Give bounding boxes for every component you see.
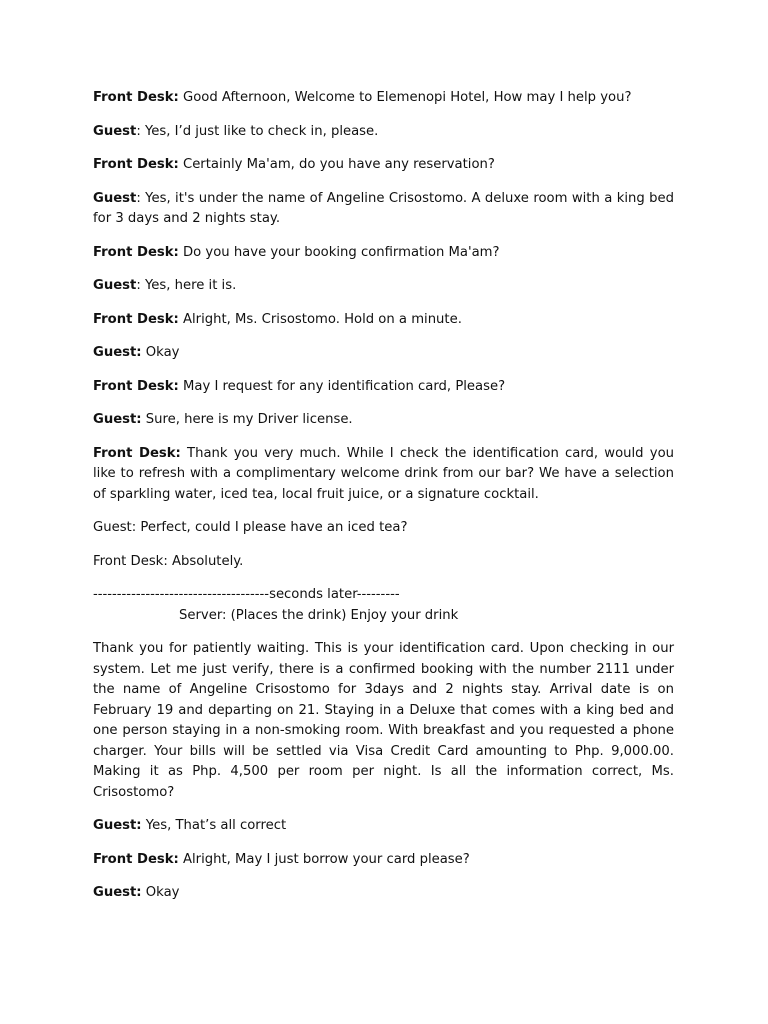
speaker-label: Front Desk: xyxy=(93,311,179,327)
dialogue-line xyxy=(93,410,674,431)
dialogue-text: : Yes, I’d just like to check in, please. xyxy=(136,123,379,139)
plain-dialogue-line: Guest: Perfect, could I please have an iced tea? xyxy=(93,520,408,535)
speaker-label: Front Desk: xyxy=(93,244,179,260)
speaker-label: Guest: xyxy=(93,345,142,360)
dialogue-line xyxy=(93,444,674,506)
dialogue-line xyxy=(93,122,674,143)
dialogue-text: Sure, here is my Driver license. xyxy=(141,412,353,427)
speaker-label: Guest xyxy=(93,278,137,293)
dialogue-text: : Yes, here it is. xyxy=(136,278,237,293)
dialogue-line xyxy=(93,243,674,264)
dialogue-line xyxy=(93,88,674,109)
server-line: Server: (Places the drink) Enjoy your drink xyxy=(179,607,459,623)
dialogue-text: Do you have your booking confirmation Ma'am? xyxy=(178,244,500,260)
speaker-label: Front Desk: xyxy=(93,445,181,461)
speaker-label: Guest: xyxy=(93,885,142,900)
dialogue-line xyxy=(93,377,674,398)
dialogue-text: Alright, May I just borrow your card please? xyxy=(178,851,470,867)
dialogue-text: Thank you very much. While I check the identification card, would you like to refresh with a complimentary welcome drink from our bar? We have a selection of sparkling water, iced tea, local fruit juice, or a signature cocktail. xyxy=(93,445,674,502)
document-page xyxy=(93,88,674,917)
dialogue-text: May I request for any identification card, Please? xyxy=(178,378,506,394)
dialogue-line xyxy=(93,883,674,904)
speaker-label: Guest xyxy=(93,123,137,139)
speaker-label: Front Desk: xyxy=(93,157,179,172)
speaker-label: Guest: xyxy=(93,412,142,427)
dialogue-line xyxy=(93,816,674,837)
verification-paragraph: Thank you for patiently waiting. This is your identification card. Upon checking in our system. Let me just verify, there is a confirmed booking with the number 2111 under the name of Angeline Crisostomo for 3days and 2 nights stay. Arrival date is on February 19 and departing on 21. Staying in a Deluxe that comes with a king bed and one person staying in a non-smoking room. With breakfast and you requested a phone charger. Your bills will be settled via Visa Credit Card amounting to Php. 9,000.00. Making it as Php. 4,500 per room per night. Is all the information correct, Ms. Crisostomo? xyxy=(93,641,674,800)
speaker-label: Guest: xyxy=(93,818,142,833)
speaker-label: Front Desk: xyxy=(93,851,179,867)
speaker-label: Front Desk: xyxy=(93,90,179,105)
speaker-label: Front Desk: xyxy=(93,378,179,394)
dialogue-text: Good Afternoon, Welcome to Elemenopi Hotel, How may I help you? xyxy=(178,90,632,105)
speaker-label: Guest xyxy=(93,190,137,206)
dialogue-line xyxy=(93,310,674,331)
dialogue-line xyxy=(93,276,674,297)
dialogue-text: Certainly Ma'am, do you have any reservation? xyxy=(178,157,495,172)
dialogue-line xyxy=(93,343,674,364)
dialogue-text: Okay xyxy=(141,885,180,900)
dialogue-text: Okay xyxy=(141,345,180,360)
dialogue-text: Yes, That’s all correct xyxy=(141,818,287,833)
dialogue-line xyxy=(93,850,674,871)
plain-dialogue-line: Front Desk: Absolutely. xyxy=(93,553,244,569)
dialogue-text: Alright, Ms. Crisostomo. Hold on a minute. xyxy=(178,311,462,327)
dialogue-text: : Yes, it's under the name of Angeline Crisostomo. A deluxe room with a king bed for 3 days and 2 nights stay. xyxy=(93,190,674,226)
time-separator: -------------------------------------seconds later--------- xyxy=(93,587,400,602)
dialogue-line xyxy=(93,189,674,230)
dialogue-line xyxy=(93,155,674,176)
